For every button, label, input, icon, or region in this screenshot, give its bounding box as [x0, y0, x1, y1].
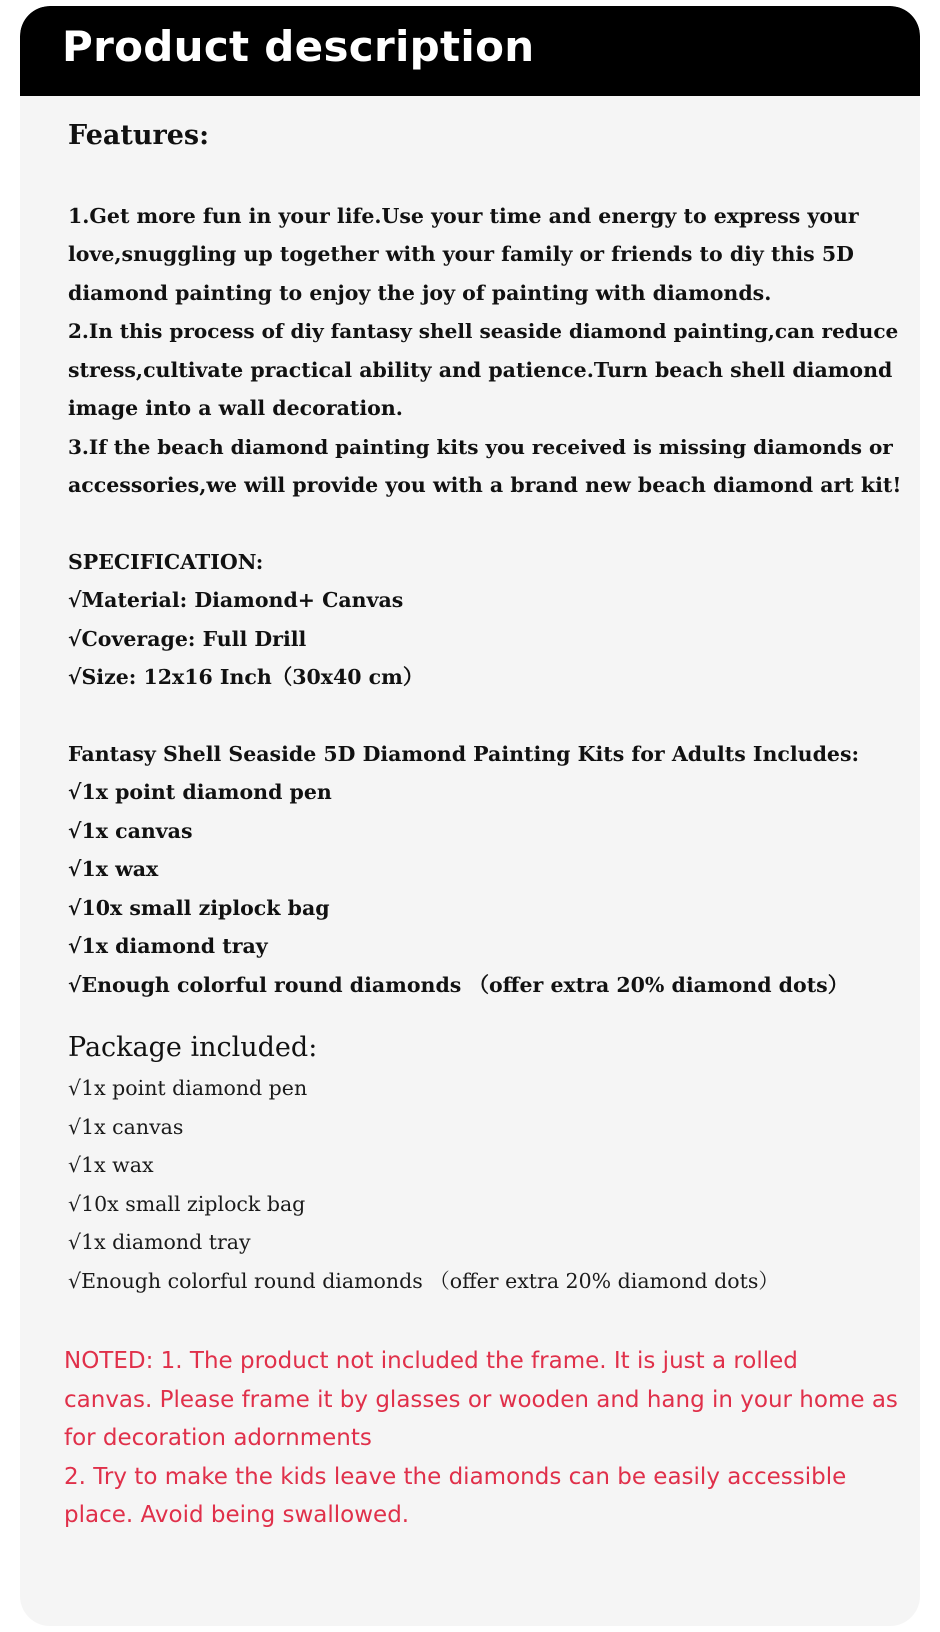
spec-item: √Coverage: Full Drill — [68, 627, 307, 651]
includes-item: √10x small ziplock bag — [68, 896, 330, 920]
package-item: √1x canvas — [68, 1115, 184, 1139]
note-line: NOTED: 1. The product not included the frame. It is just a rolled — [64, 1348, 798, 1374]
package-item: √1x point diamond pen — [68, 1076, 308, 1100]
features-line: accessories,we will provide you with a brand new beach diamond art kit! — [68, 473, 902, 497]
features-line: love,snuggling up together with your family or friends to diy this 5D — [68, 242, 854, 266]
page-title: Product description — [62, 22, 535, 71]
features-line: 1.Get more fun in your life.Use your time and energy to express your — [68, 204, 859, 228]
includes-heading: Fantasy Shell Seaside 5D Diamond Painting Kits for Adults Includes: — [68, 742, 860, 766]
features-line: stress,cultivate practical ability and patience.Turn beach shell diamond — [68, 358, 893, 382]
note-line: canvas. Please frame it by glasses or wooden and hang in your home as — [64, 1387, 898, 1413]
features-line: diamond painting to enjoy the joy of painting with diamonds. — [68, 281, 772, 305]
spec-item: √Material: Diamond+ Canvas — [68, 588, 404, 612]
note-line: for decoration adornments — [64, 1425, 372, 1451]
spec-item: √Size: 12x16 Inch（30x40 cm） — [68, 665, 424, 689]
package-item: √Enough colorful round diamonds （offer extra 20% diamond dots） — [68, 1269, 779, 1293]
features-line: image into a wall decoration. — [68, 396, 403, 420]
features-heading: Features: — [68, 120, 210, 151]
package-item: √10x small ziplock bag — [68, 1192, 306, 1216]
includes-item: √1x wax — [68, 857, 159, 881]
includes-item: √1x canvas — [68, 819, 193, 843]
product-description-card — [20, 6, 920, 1626]
header-bar — [20, 6, 920, 96]
specification-heading: SPECIFICATION: — [68, 550, 264, 574]
note-line: 2. Try to make the kids leave the diamonds can be easily accessible — [64, 1464, 847, 1490]
includes-item: √Enough colorful round diamonds （offer extra 20% diamond dots） — [68, 973, 849, 997]
includes-item: √1x point diamond pen — [68, 780, 332, 804]
package-item: √1x wax — [68, 1153, 154, 1177]
features-line: 3.If the beach diamond painting kits you received is missing diamonds or — [68, 435, 893, 459]
package-heading: Package included: — [68, 1032, 318, 1063]
note-line: place. Avoid being swallowed. — [64, 1502, 410, 1528]
package-item: √1x diamond tray — [68, 1230, 251, 1254]
includes-item: √1x diamond tray — [68, 934, 268, 958]
features-line: 2.In this process of diy fantasy shell seaside diamond painting,can reduce — [68, 319, 899, 343]
